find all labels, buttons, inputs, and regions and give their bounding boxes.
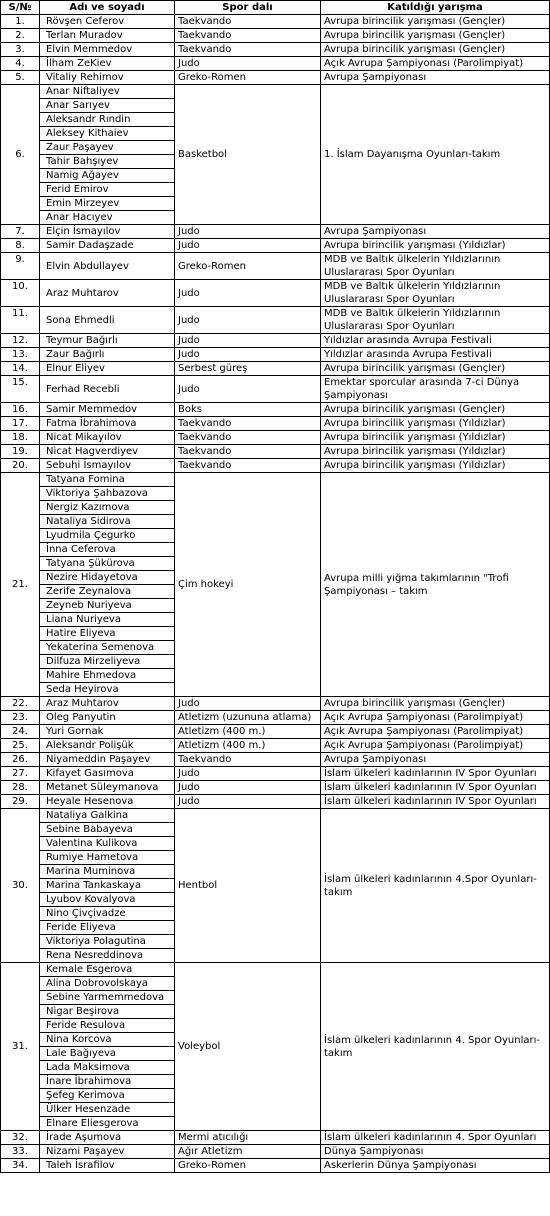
athlete-name: Nina Korcova (40, 1033, 175, 1047)
athlete-name: Nataliya Galkina (40, 809, 175, 823)
athlete-name: Tatyana Şükürova (40, 557, 175, 571)
athlete-name: Heyale Hesenova (40, 795, 175, 809)
event-cell: Avrupa birincilik yarışması (Yıldızlar) (321, 239, 550, 253)
athlete-name: Fatma İbrahimova (40, 417, 175, 431)
athlete-name: Feride Resulova (40, 1019, 175, 1033)
table-row (1, 473, 550, 487)
table-row (1, 431, 550, 445)
sport-cell: Judo (175, 795, 321, 809)
athlete-name: Alina Dobrovolskaya (40, 977, 175, 991)
athlete-name: Taleh İsrafilov (40, 1159, 175, 1173)
table-row (1, 459, 550, 473)
row-number: 23. (1, 711, 40, 725)
sport-cell: Taekvando (175, 15, 321, 29)
athlete-name: Zeyneb Nuriyeva (40, 599, 175, 613)
athlete-name: Niyameddin Paşayev (40, 753, 175, 767)
sport-cell: Greko-Romen (175, 253, 321, 280)
sport-cell: Boks (175, 403, 321, 417)
row-number: 13. (1, 348, 40, 362)
event-cell: İslam ülkeleri kadınlarının 4. Spor Oyunları (321, 1131, 550, 1145)
table-row (1, 15, 550, 29)
table-row (1, 1131, 550, 1145)
event-cell: İslam ülkeleri kadınlarının IV Spor Oyunları (321, 781, 550, 795)
athlete-name: Kemale Esgerova (40, 963, 175, 977)
event-cell: Emektar sporcular arasında 7-ci Dünya Şampiyonası (321, 376, 550, 403)
row-number: 1. (1, 15, 40, 29)
athlete-name: İlham ZeKiev (40, 57, 175, 71)
athlete-name: Dilfuza Mirzeliyeva (40, 655, 175, 669)
table-row (1, 1145, 550, 1159)
event-cell: İslam ülkeleri kadınlarının IV Spor Oyunları (321, 767, 550, 781)
sport-cell: Taekvando (175, 29, 321, 43)
athlete-name: Lyubov Kovalyova (40, 893, 175, 907)
table-row (1, 795, 550, 809)
row-number: 20. (1, 459, 40, 473)
sport-cell: Judo (175, 376, 321, 403)
athlete-name: Ferid Emirov (40, 183, 175, 197)
row-number: 4. (1, 57, 40, 71)
table-row (1, 963, 550, 977)
athlete-name: Emin Mirzeyev (40, 197, 175, 211)
table-row (1, 781, 550, 795)
athlete-name: İnna Ceferova (40, 543, 175, 557)
athlete-name: Kifayet Gasımova (40, 767, 175, 781)
event-cell: Avrupa birincilik yarışması (Yıldızlar) (321, 417, 550, 431)
athlete-name: Sona Ehmedli (40, 307, 175, 334)
athlete-name: Şefeg Kerimova (40, 1089, 175, 1103)
header-event: Katıldığı yarışma (321, 1, 550, 15)
row-number: 17. (1, 417, 40, 431)
athlete-name: Rövşen Ceferov (40, 15, 175, 29)
sport-cell: Çim hokeyi (175, 473, 321, 697)
event-cell: İslam ülkeleri kadınlarının 4. Spor Oyunları-takım (321, 963, 550, 1131)
event-cell: Yıldızlar arasında Avrupa Festivali (321, 348, 550, 362)
sport-cell: Judo (175, 225, 321, 239)
event-cell: Avrupa birincilik yarışması (Gençler) (321, 697, 550, 711)
table-row (1, 376, 550, 403)
table-row (1, 725, 550, 739)
athlete-name: Aleksandr Polişük (40, 739, 175, 753)
athlete-name: Elvin Memmedov (40, 43, 175, 57)
sport-cell: Judo (175, 280, 321, 307)
athlete-name: Hatire Eliyeva (40, 627, 175, 641)
athlete-name: İnare İbrahimova (40, 1075, 175, 1089)
row-number: 10. (1, 280, 40, 307)
sport-cell: Greko-Romen (175, 71, 321, 85)
table-row (1, 417, 550, 431)
event-cell: Açık Avrupa Şampiyonası (Parolimpiyat) (321, 711, 550, 725)
row-number: 30. (1, 809, 40, 963)
row-number: 11. (1, 307, 40, 334)
athlete-name: Anar Niftaliyev (40, 85, 175, 99)
table-body (1, 15, 550, 1173)
sport-cell: Taekvando (175, 459, 321, 473)
table-row (1, 43, 550, 57)
athlete-name: Yekaterina Semenova (40, 641, 175, 655)
event-cell: Açık Avrupa Şampiyonası (Parolimpiyat) (321, 725, 550, 739)
sport-cell: Atletizm (uzununa atlama) (175, 711, 321, 725)
athlete-name: Araz Muhtarov (40, 697, 175, 711)
row-number: 32. (1, 1131, 40, 1145)
sport-cell: Judo (175, 767, 321, 781)
table-row (1, 697, 550, 711)
event-cell: Açık Avrupa Şampiyonası (Parolimpiyat) (321, 739, 550, 753)
athlete-name: Lada Maksimova (40, 1061, 175, 1075)
sport-cell: Ağır Atletizm (175, 1145, 321, 1159)
athlete-name: Ülker Hesenzade (40, 1103, 175, 1117)
row-number: 7. (1, 225, 40, 239)
athlete-name: Aleksey Kithaiev (40, 127, 175, 141)
athlete-name: Nicat Hagverdiyev (40, 445, 175, 459)
sport-cell: Judo (175, 57, 321, 71)
athlete-name: Viktoriya Polagutina (40, 935, 175, 949)
sport-cell: Greko-Romen (175, 1159, 321, 1173)
athlete-name: Sebine Yarmemmedova (40, 991, 175, 1005)
table-row (1, 445, 550, 459)
event-cell: Avrupa birincilik yarışması (Gençler) (321, 362, 550, 376)
athlete-name: Marina Tankaskaya (40, 879, 175, 893)
athlete-name: Elnur Eliyev (40, 362, 175, 376)
athlete-name: Nizami Paşayev (40, 1145, 175, 1159)
table-row (1, 225, 550, 239)
row-number: 15. (1, 376, 40, 403)
athlete-name: Oleg Panyutin (40, 711, 175, 725)
athlete-name: Zerife Zeynalova (40, 585, 175, 599)
sport-cell: Judo (175, 239, 321, 253)
event-cell: Avrupa birincilik yarışması (Gençler) (321, 15, 550, 29)
athlete-name: Mahire Ehmedova (40, 669, 175, 683)
table-row (1, 1159, 550, 1173)
athlete-name: Rumiye Hametova (40, 851, 175, 865)
event-cell: Açık Avrupa Şampiyonası (Parolimpiyat) (321, 57, 550, 71)
athlete-name: Valentina Kulikova (40, 837, 175, 851)
sport-cell: Taekvando (175, 753, 321, 767)
sport-cell: Taekvando (175, 445, 321, 459)
event-cell: Avrupa birincilik yarışması (Yıldızlar) (321, 431, 550, 445)
athlete-name: Sebine Babayeva (40, 823, 175, 837)
athlete-name: Zaur Paşayev (40, 141, 175, 155)
row-number: 12. (1, 334, 40, 348)
row-number: 2. (1, 29, 40, 43)
sport-cell: Judo (175, 348, 321, 362)
athlete-name: Zaur Bağırlı (40, 348, 175, 362)
header-sport: Spor dalı (175, 1, 321, 15)
event-cell: Yıldızlar arasında Avrupa Festivali (321, 334, 550, 348)
event-cell: 1. İslam Dayanışma Oyunları-takım (321, 85, 550, 225)
table-row (1, 239, 550, 253)
athlete-name: Aleksandr Rındin (40, 113, 175, 127)
table-row (1, 334, 550, 348)
athlete-name: Viktoriya Şahbazova (40, 487, 175, 501)
athlete-name: Rena Nesreddinova (40, 949, 175, 963)
event-cell: İslam ülkeleri kadınlarının 4.Spor Oyunları-takım (321, 809, 550, 963)
athlete-name: Anar Hacıyev (40, 211, 175, 225)
athlete-name: Elvin Abdullayev (40, 253, 175, 280)
row-number: 9. (1, 253, 40, 280)
sport-cell: Taekvando (175, 43, 321, 57)
athlete-name: Marina Muminova (40, 865, 175, 879)
row-number: 33. (1, 1145, 40, 1159)
athlete-name: Nigar Beşirova (40, 1005, 175, 1019)
table-row (1, 362, 550, 376)
athlete-name: Nino Çivçivadze (40, 907, 175, 921)
table-row (1, 767, 550, 781)
table-row (1, 753, 550, 767)
sport-cell: Voleybol (175, 963, 321, 1131)
row-number: 28. (1, 781, 40, 795)
event-cell: MDB ve Baltık ülkelerin Yıldızlarının Uluslararası Spor Oyunları (321, 253, 550, 280)
event-cell: Avrupa milli yığma takımlarının "Trofi Şampiyonası – takım (321, 473, 550, 697)
table-row (1, 403, 550, 417)
athlete-name: Terlan Muradov (40, 29, 175, 43)
row-number: 3. (1, 43, 40, 57)
row-number: 19. (1, 445, 40, 459)
row-number: 27. (1, 767, 40, 781)
row-number: 34. (1, 1159, 40, 1173)
event-cell: Avrupa birincilik yarışması (Gençler) (321, 43, 550, 57)
athlete-name: Teymur Bağırlı (40, 334, 175, 348)
row-number: 18. (1, 431, 40, 445)
athlete-name: Nataliya Sidirova (40, 515, 175, 529)
row-number: 31. (1, 963, 40, 1131)
sport-cell: Hentbol (175, 809, 321, 963)
sport-cell: Taekvando (175, 431, 321, 445)
table-row (1, 57, 550, 71)
athlete-name: Nezire Hidayetova (40, 571, 175, 585)
athlete-name: Nergiz Kazımova (40, 501, 175, 515)
table-row (1, 348, 550, 362)
event-cell: Avrupa birincilik yarışması (Gençler) (321, 29, 550, 43)
athlete-name: Ferhad Recebli (40, 376, 175, 403)
row-number: 24. (1, 725, 40, 739)
row-number: 8. (1, 239, 40, 253)
table-row (1, 809, 550, 823)
row-number: 22. (1, 697, 40, 711)
sport-cell: Judo (175, 334, 321, 348)
table-row (1, 711, 550, 725)
sport-cell: Taekvando (175, 417, 321, 431)
athlete-name: Yuri Gornak (40, 725, 175, 739)
athlete-name: Tatyana Fomina (40, 473, 175, 487)
athlete-name: Anar Sarıyev (40, 99, 175, 113)
sport-cell: Judo (175, 307, 321, 334)
event-cell: İslam ülkeleri kadınlarının IV Spor Oyunları (321, 795, 550, 809)
athlete-name: Liana Nuriyeva (40, 613, 175, 627)
table-row (1, 71, 550, 85)
row-number: 29. (1, 795, 40, 809)
sport-cell: Atletizm (400 m.) (175, 739, 321, 753)
table-row (1, 739, 550, 753)
event-cell: Avrupa birincilik yarışması (Yıldızlar) (321, 445, 550, 459)
table-row (1, 85, 550, 99)
row-number: 5. (1, 71, 40, 85)
header-name: Adı ve soyadı (40, 1, 175, 15)
table-row (1, 29, 550, 43)
athlete-name: Namig Ağayev (40, 169, 175, 183)
row-number: 16. (1, 403, 40, 417)
event-cell: Avrupa birincilik yarışması (Yıldızlar) (321, 459, 550, 473)
athlete-name: Tahir Bahşıyev (40, 155, 175, 169)
athlete-name: Sebuhi İsmayılov (40, 459, 175, 473)
athlete-name: Lale Bağıyeva (40, 1047, 175, 1061)
athlete-name: Samir Dadaşzade (40, 239, 175, 253)
row-number: 26. (1, 753, 40, 767)
athlete-name: Vitaliy Rehimov (40, 71, 175, 85)
event-cell: Avrupa birincilik yarışması (Gençler) (321, 403, 550, 417)
athlete-name: Nicat Mikayılov (40, 431, 175, 445)
athlete-name: Lyudmila Çegurko (40, 529, 175, 543)
event-cell: Dünya Şampiyonası (321, 1145, 550, 1159)
table-row (1, 253, 550, 280)
athlete-name: Seda Heyirova (40, 683, 175, 697)
athlete-name: Elnare Eliesgerova (40, 1117, 175, 1131)
sport-cell: Mermi atıcılığı (175, 1131, 321, 1145)
event-cell: MDB ve Baltık ülkelerin Yıldızlarının Uluslararası Spor Oyunları (321, 307, 550, 334)
table-row (1, 307, 550, 334)
athlete-name: Metanet Süleymanova (40, 781, 175, 795)
athlete-name: Araz Muhtarov (40, 280, 175, 307)
athlete-name: Samir Memmedov (40, 403, 175, 417)
event-cell: Askerlerin Dünya Şampiyonası (321, 1159, 550, 1173)
athlete-name: İrade Aşumova (40, 1131, 175, 1145)
sport-cell: Judo (175, 781, 321, 795)
row-number: 6. (1, 85, 40, 225)
event-cell: Avrupa Şampiyonası (321, 753, 550, 767)
athlete-name: Elçin İsmayılov (40, 225, 175, 239)
row-number: 25. (1, 739, 40, 753)
event-cell: Avrupa Şampiyonası (321, 71, 550, 85)
athlete-name: Feride Eliyeva (40, 921, 175, 935)
sport-cell: Atletizm (400 m.) (175, 725, 321, 739)
row-number: 21. (1, 473, 40, 697)
event-cell: Avrupa Şampiyonası (321, 225, 550, 239)
header-number: S/№ (1, 1, 40, 15)
row-number: 14. (1, 362, 40, 376)
table-row (1, 280, 550, 307)
sport-cell: Basketbol (175, 85, 321, 225)
sport-cell: Judo (175, 697, 321, 711)
event-cell: MDB ve Baltık ülkelerin Yıldızlarının Uluslararası Spor Oyunları (321, 280, 550, 307)
sport-cell: Serbest güreş (175, 362, 321, 376)
header-row (1, 1, 550, 15)
